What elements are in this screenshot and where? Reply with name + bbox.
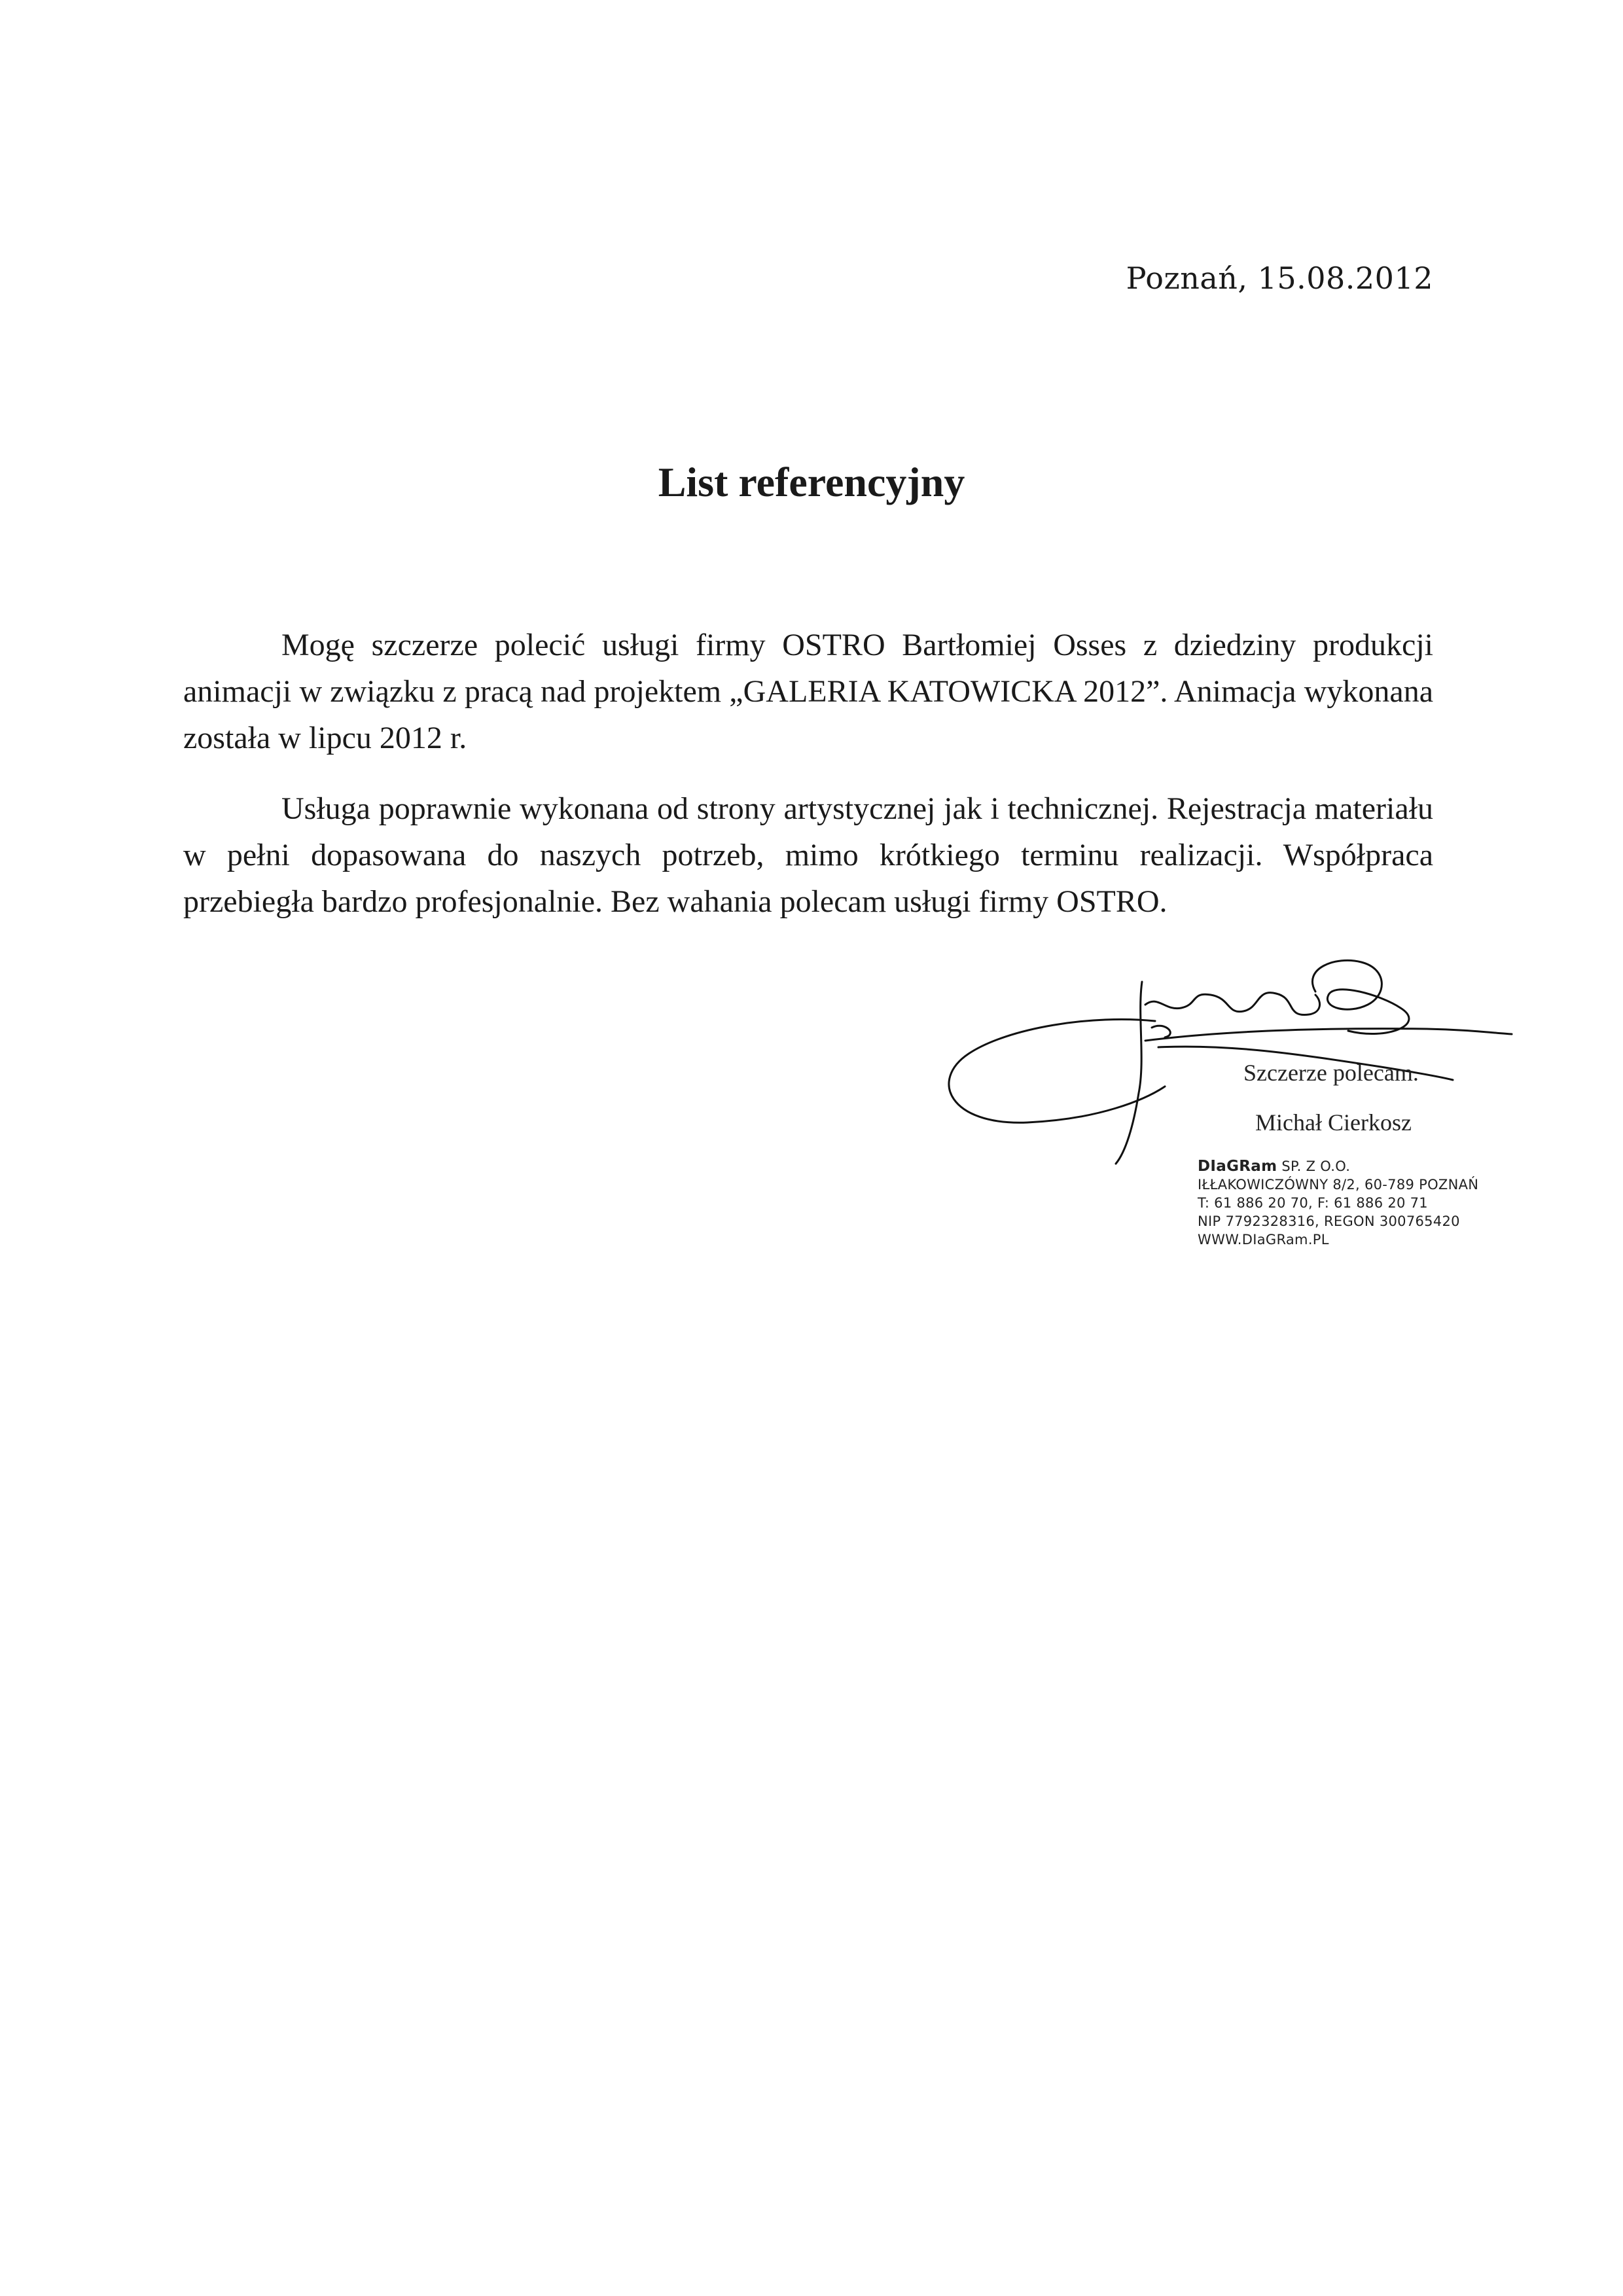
stamp-brand: DIaGRam [1198, 1158, 1277, 1175]
paragraph-2-text: Usługa poprawnie wykonana od strony artystycznej jak i technicznej. Rejestracja materiału w pełni dopasowana do naszych potrzeb, mimo krótkiego terminu realizacji. Współpraca przebiegła bardzo profesjonalnie. Bez wahania polecam usługi firmy OSTRO. [183, 791, 1433, 919]
signature-flourish [1152, 1026, 1170, 1037]
paragraph-1-text: Mogę szczerze polecić usługi firmy OSTRO Bartłomiej Osses z dziedziny produkcji animacji w związku z pracą nad projektem „GALERIA KATOWICKA 2012”. Animacja wykonana została w lipcu 2012 r. [183, 628, 1433, 755]
signature-underline [1145, 1029, 1512, 1041]
signer-name: Michał Cierkosz [1255, 1109, 1412, 1136]
signature-initials [1145, 993, 1320, 1015]
stamp-company-line [1198, 1157, 1478, 1175]
stamp-company-suffix: SP. Z O.O. [1277, 1158, 1351, 1174]
stamp-ids: NIP 7792328316, REGON 300765420 [1198, 1213, 1460, 1229]
paragraph-1 [183, 622, 1433, 761]
stamp-address: IŁŁAKOWICZÓWNY 8/2, 60-789 POZNAŃ [1198, 1177, 1479, 1193]
signature-vertical-stroke [1116, 982, 1142, 1164]
handwritten-signature [929, 956, 1518, 1172]
paragraph-2 [183, 785, 1433, 925]
signature-o-loop [1312, 960, 1409, 1033]
company-stamp [1198, 1157, 1478, 1249]
stamp-phone: T: 61 886 20 70, F: 61 886 20 71 [1198, 1195, 1428, 1211]
closing-phrase: Szczerze polecam. [1243, 1060, 1419, 1086]
stamp-website: WWW.DIaGRam.PL [1198, 1232, 1329, 1247]
letter-title: List referencyjny [658, 459, 965, 505]
letter-date: Poznań, 15.08.2012 [1126, 260, 1433, 296]
signature-loop [949, 1019, 1165, 1122]
